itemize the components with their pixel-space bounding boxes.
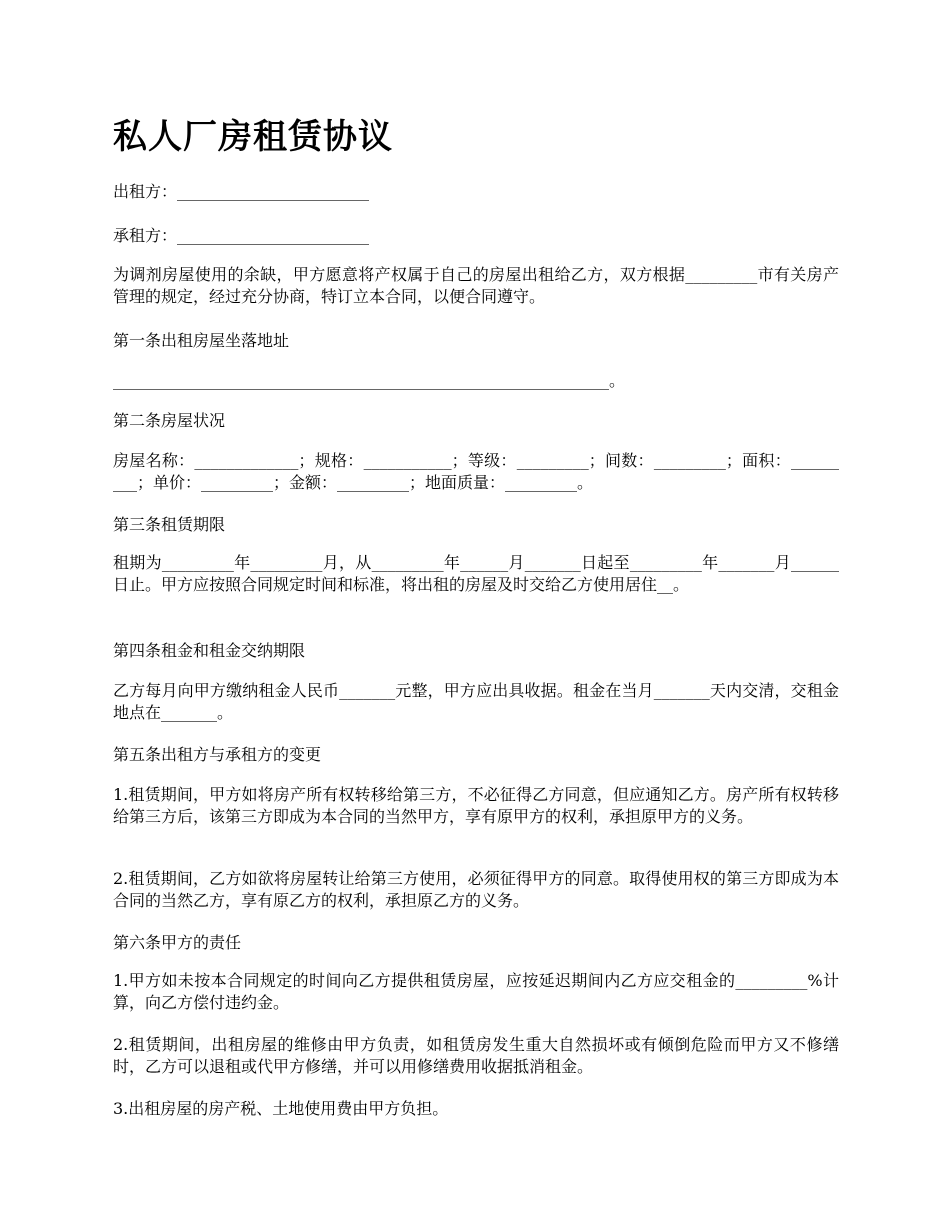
article2-body: 房屋名称：_____________；规格：___________；等级：_________；间数：_________；面积：_________；单价：_________；金额：_________；地面质量：_________。 xyxy=(113,451,839,492)
article3-body: 租期为_________年_________月，从_________年______月_______日起至_________年_______月______日止。甲方应按照合同规定时间和标准，将出租的房屋及时交给乙方使用居住__。 xyxy=(113,553,839,594)
article5-item-2: 2.租赁期间，乙方如欲将房屋转让给第三方使用，必须征得甲方的同意。取得使用权的第三方即成为本合同的当然乙方，享有原乙方的权利，承担原乙方的义务。 xyxy=(113,869,839,910)
lessee-line: 承租方：________________________ xyxy=(113,226,370,245)
lessor-line: 出租方：________________________ xyxy=(113,182,370,201)
article6-item-3: 3.出租房屋的房产税、土地使用费由甲方负担。 xyxy=(113,1099,449,1118)
article6-heading: 第六条甲方的责任 xyxy=(113,933,242,952)
article4-heading: 第四条租金和租金交纳期限 xyxy=(113,641,306,660)
article1-heading: 第一条出租房屋坐落地址 xyxy=(113,331,290,350)
article6-item-1: 1.甲方如未按本合同规定的时间向乙方提供租赁房屋，应按延迟期间内乙方应交租金的_________%计算，向乙方偿付违约金。 xyxy=(113,971,839,1012)
document-title: 私人厂房租赁协议 xyxy=(113,117,393,157)
intro-paragraph: 为调剂房屋使用的余缺，甲方愿意将产权属于自己的房屋出租给乙方，双方根据_________市有关房产管理的规定，经过充分协商，特订立本合同，以便合同遵守。 xyxy=(113,265,839,306)
article3-heading: 第三条租赁期限 xyxy=(113,515,226,534)
article1-address: ______________________________________________________________。 xyxy=(113,371,625,390)
article2-heading: 第二条房屋状况 xyxy=(113,411,226,430)
article5-item-1: 1.租赁期间，甲方如将房产所有权转移给第三方，不必征得乙方同意，但应通知乙方。房产所有权转移给第三方后，该第三方即成为本合同的当然甲方，享有原甲方的权利，承担原甲方的义务。 xyxy=(113,785,839,826)
article5-heading: 第五条出租方与承租方的变更 xyxy=(113,745,322,764)
article6-item-2: 2.租赁期间，出租房屋的维修由甲方负责，如租赁房发生重大自然损坏或有倾倒危险而甲方又不修缮时，乙方可以退租或代甲方修缮，并可以用修缮费用收据抵消租金。 xyxy=(113,1035,839,1076)
article4-body: 乙方每月向甲方缴纳租金人民币_______元整，甲方应出具收据。租金在当月_______天内交清，交租金地点在_______。 xyxy=(113,681,839,722)
